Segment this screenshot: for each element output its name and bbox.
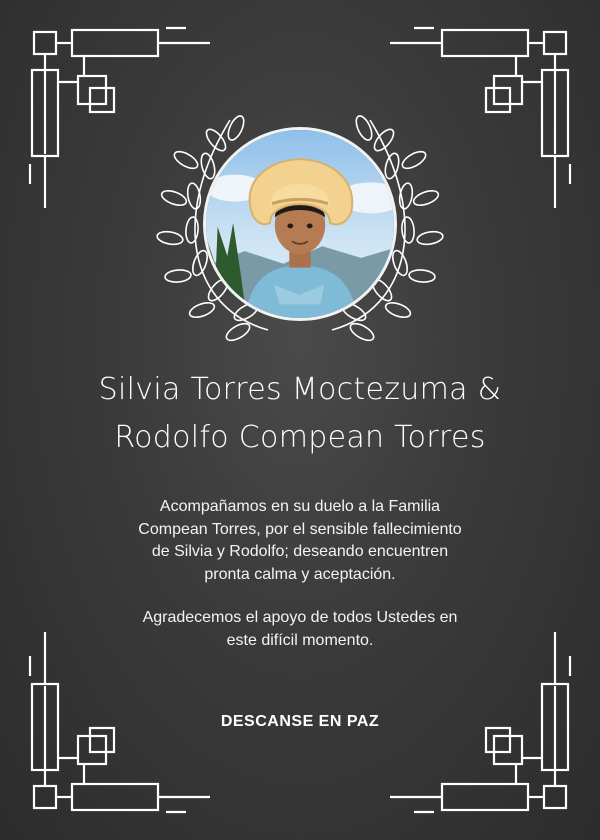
portrait-photo (203, 127, 397, 321)
thanks-message (90, 607, 510, 652)
message-line: Compean Torres, por el sensible fallecimiento (138, 520, 462, 538)
thanks-line: este difícil momento. (226, 631, 374, 649)
child-portrait-icon (206, 130, 394, 318)
message-line: Acompañamos en su duelo a la Familia (159, 498, 441, 515)
thanks-line: Agradecemos el apoyo de todos Ustedes en (142, 609, 458, 626)
condolence-message (90, 496, 510, 586)
deceased-names (0, 366, 600, 462)
message-line: pronta calma y aceptación. (204, 565, 396, 583)
message-line: de Silvia y Rodolfo; deseando encuentren (151, 543, 449, 560)
rest-in-peace-text: DESCANSE EN PAZ (220, 713, 380, 730)
name-line-1: Silvia Torres Moctezuma & (98, 372, 502, 407)
name-line-2: Rodolfo Compean Torres (114, 420, 486, 455)
